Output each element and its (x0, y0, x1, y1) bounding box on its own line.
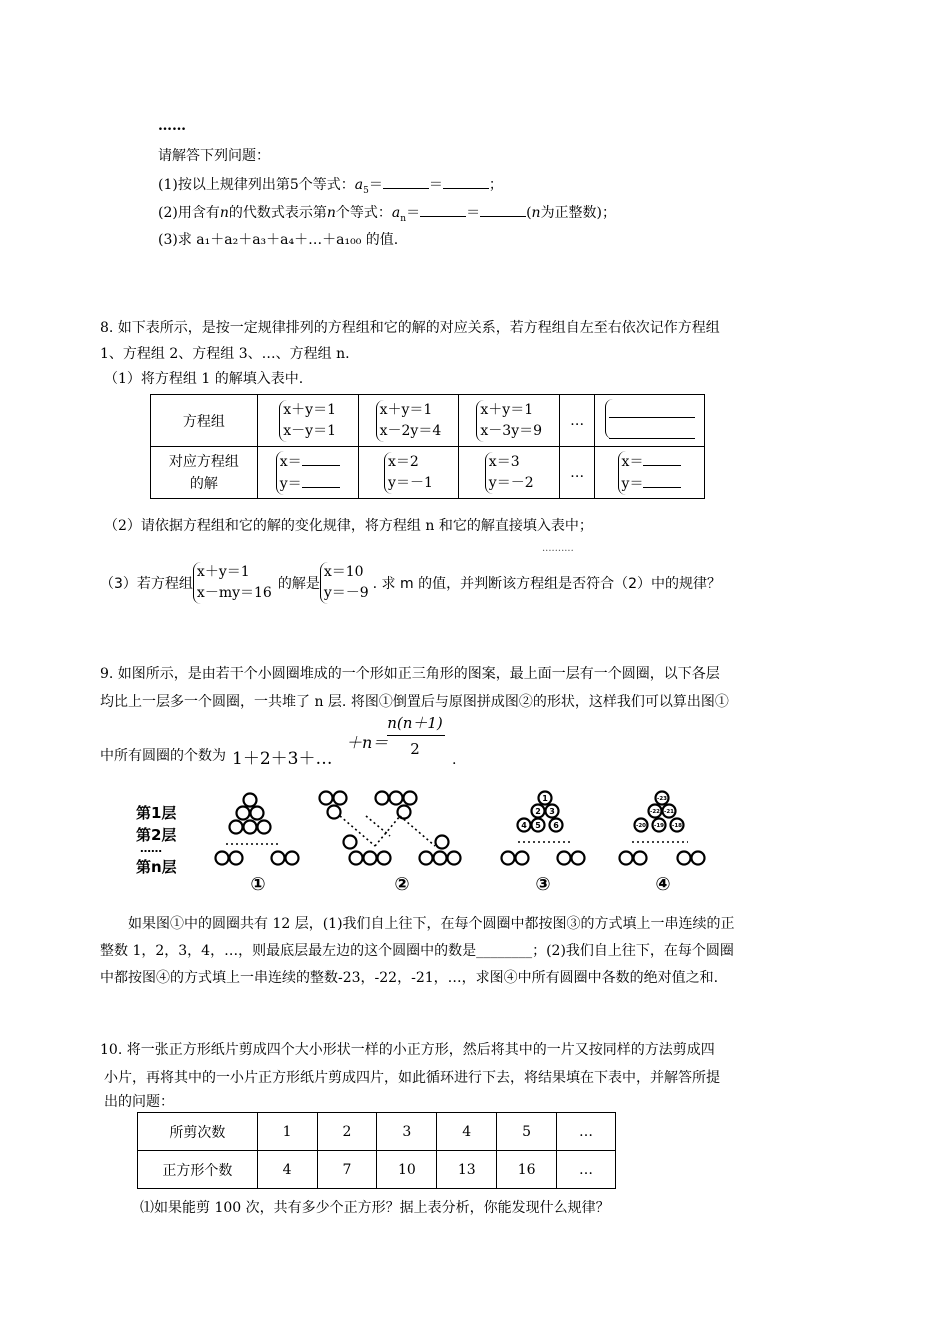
sub3-sys-eq1: x＋y＝1 (196, 564, 250, 580)
squares-cell: 10 (377, 1151, 437, 1189)
p10-line-1: 10. 将一张正方形纸片剪成四个大小形状一样的小正方形，然后将其中的一片又按同样的方法剪成四 (100, 1042, 715, 1058)
sub3-suffix: . 求 m 的值，并判断该方程组是否符合（2）中的规律？ (372, 576, 722, 592)
q2-mid: 的代数式表示第 (228, 205, 327, 221)
question-1 (158, 174, 503, 201)
q2-sub: n (400, 213, 407, 224)
squares-cell: … (557, 1151, 616, 1189)
sub3-sol-x: x＝10 (323, 564, 364, 580)
layer-2-label: 第2层 (136, 826, 177, 844)
cuts-cell: 4 (437, 1113, 497, 1151)
figure-1-triangle (216, 794, 299, 865)
system-1-eq1: x＋y＝1 (283, 401, 336, 418)
row-header-solution (151, 447, 258, 499)
system-2-eq2: x－2y＝4 (379, 422, 442, 439)
intro-text: 请解答下列问题： (158, 148, 270, 164)
fig3-num-1: 1 (542, 794, 548, 803)
q2-blank-1[interactable] (420, 202, 466, 217)
row-header-system: 方程组 (151, 395, 258, 447)
solution-2-x: x＝2 (388, 453, 419, 470)
q2-suffix: 为正整数)； (540, 205, 617, 221)
system-2 (358, 395, 459, 447)
p10-line-3: 出的问题： (104, 1094, 174, 1110)
q2-suffix-n: n (531, 205, 541, 221)
q2-n2: n (326, 205, 336, 221)
solution-2 (358, 447, 459, 499)
sum-expression: 1＋2＋3＋… (232, 749, 333, 769)
ellipsis-top: …… (158, 118, 186, 134)
system-2-eq1: x＋y＝1 (379, 401, 433, 418)
system-3-eq1: x＋y＝1 (480, 401, 534, 418)
figure-label-2: ② (394, 874, 410, 895)
fig4-num-4: -20 (636, 823, 646, 829)
p10-line-2: 小片，再将其中的一小片正方形纸片剪成四片，如此循环进行下去，将结果填在下表中，并解答所提 (104, 1070, 720, 1086)
q2-var: a (391, 205, 401, 221)
squares-cell: 13 (437, 1151, 497, 1189)
system-3-eq2: x－3y＝9 (480, 422, 543, 439)
fig3-num-2: 2 (535, 807, 541, 816)
solution-1-x-blank[interactable] (302, 451, 340, 466)
squares-cell: 7 (317, 1151, 377, 1189)
p9-para-1: 如果图①中的圆圈共有 12 层，(1)我们自上往下，在每个圆圈中都按图③的方式填上一串连续的正 (128, 916, 735, 932)
solution-3 (459, 447, 560, 499)
fig4-num-6: -18 (672, 823, 682, 829)
solution-n-x-blank[interactable] (643, 451, 681, 466)
solution-3-x: x＝3 (488, 453, 520, 470)
cuts-cell: 1 (257, 1113, 317, 1151)
p8-sub-2: （2）请依据方程组和它的解的变化规律，将方程组 n 和它的解直接填入表中； (104, 518, 593, 534)
system-3 (459, 395, 560, 447)
solution-n-x: x＝ (621, 453, 644, 470)
p8-table (150, 394, 705, 499)
fig4-num-2: -22 (650, 809, 660, 815)
cuts-header: 所剪次数 (138, 1113, 258, 1151)
figure-2-combined (320, 792, 461, 865)
p8-sub-1: （1）将方程组 1 的解填入表中. (104, 371, 304, 387)
system-1 (257, 395, 358, 447)
fraction-denominator: 2 (410, 740, 420, 758)
system-dots: … (560, 395, 595, 447)
q1-prefix: (1)按以上规律列出第5个等式： (158, 177, 355, 193)
system-1-eq2: x－y＝1 (283, 422, 336, 439)
plus-n: ＋n＝ (346, 733, 389, 752)
cuts-cell: 5 (497, 1113, 557, 1151)
solution-2-y: y＝－1 (388, 474, 433, 491)
fig3-num-3: 3 (549, 807, 555, 816)
solution-1[interactable] (257, 447, 358, 499)
cuts-cell: 2 (317, 1113, 377, 1151)
solution-1-y-blank[interactable] (302, 473, 340, 488)
figure-label-4: ④ (655, 874, 671, 895)
solution-dots: … (560, 447, 595, 499)
q2-eq1: ＝ (406, 205, 421, 221)
q1-sub: 5 (363, 185, 369, 196)
sub3-sol-y: y＝－9 (323, 585, 369, 601)
cuts-cell: … (557, 1113, 616, 1151)
solution-n-y-blank[interactable] (643, 473, 681, 488)
figure-label-1: ① (250, 874, 266, 895)
q2-blank-2[interactable] (480, 202, 526, 217)
cuts-cell: 3 (377, 1113, 437, 1151)
figure-label-3: ③ (535, 874, 551, 895)
p9-period: . (452, 752, 457, 768)
squares-cell: 4 (257, 1151, 317, 1189)
solution-3-y: y＝－2 (488, 474, 534, 491)
dotted-mark: ·········· (542, 546, 574, 557)
system-n-blank-2[interactable] (609, 420, 695, 439)
fig3-num-5: 5 (535, 821, 541, 830)
p8-line-1: 8. 如下表所示，是按一定规律排列的方程组和它的解的对应关系，若方程组自左至右依次记作方程组 (100, 320, 720, 336)
solution-n[interactable] (595, 447, 705, 499)
q1-var: a (354, 177, 364, 193)
question-3: (3)求 a₁＋a₂＋a₃＋a₄＋…＋a₁₀₀ 的值. (158, 232, 399, 248)
fraction-bar (387, 735, 445, 736)
p10-q1: ⑴如果能剪 100 次，共有多少个正方形？据上表分析，你能发现什么规律？ (140, 1200, 610, 1216)
layer-n-label: 第n层 (136, 858, 177, 876)
squares-cell: 16 (497, 1151, 557, 1189)
q2-open: ( (526, 205, 532, 221)
circle-figures (200, 786, 720, 896)
solution-n-y: y＝ (621, 475, 644, 492)
p8-line-2: 1、方程组 2、方程组 3、…、方程组 n. (100, 346, 350, 362)
squares-header: 正方形个数 (138, 1151, 258, 1189)
q1-eq1: ＝ (368, 177, 383, 193)
sub3-sys-eq2: x－my＝16 (196, 585, 272, 601)
q2-mid2: 个等式： (335, 205, 392, 221)
q2-prefix: (2)用含有 (158, 205, 220, 221)
solution-1-y: y＝ (279, 475, 302, 492)
fraction-numerator: n(n＋1) (387, 714, 443, 732)
fig3-num-6: 6 (553, 821, 559, 830)
q1-blank-1[interactable] (383, 174, 429, 189)
system-n-blank-1[interactable] (609, 399, 695, 418)
sub3-prefix: （3）若方程组 (100, 576, 193, 592)
p8-sub-3 (100, 562, 721, 604)
q1-semi: ； (488, 177, 503, 193)
row-header-solution-b: 的解 (189, 475, 218, 492)
layer-1-label: 第1层 (136, 804, 177, 822)
p9-para-2: 整数 1，2，3，4，…，则最底层最左边的这个圆圈中的数是________；(2)我们自上往下，在每个圆圈 (100, 943, 734, 959)
p9-line-2: 均比上一层多一个圆圈，一共堆了 n 层. 将图①倒置后与原图拼成图②的形状，这样我们可以算出图① (100, 694, 729, 710)
sub3-mid: 的解是 (277, 576, 320, 592)
fig4-num-1: -23 (657, 796, 667, 802)
p9-para-3: 中都按图④的方式填上一串连续的整数-23，-22，-21，…，求图④中所有圆圈中各数的绝对值之和. (100, 970, 719, 986)
question-2 (158, 202, 616, 229)
fig4-num-3: -21 (664, 809, 674, 815)
fig4-num-5: -19 (654, 823, 664, 829)
q2-n: n (219, 205, 229, 221)
p9-line-3: 中所有圆圈的个数为 (100, 748, 226, 764)
p10-table (137, 1112, 616, 1189)
q2-eq2: ＝ (466, 205, 481, 221)
fig3-num-4: 4 (521, 821, 527, 830)
system-n[interactable] (595, 395, 705, 447)
solution-1-x: x＝ (279, 453, 302, 470)
p9-line-1: 9. 如图所示，是由若干个小圆圈堆成的一个形如正三角形的图案，最上面一层有一个圆圈，以下各层 (100, 666, 720, 682)
q1-blank-2[interactable] (443, 174, 489, 189)
q1-eq2: ＝ (428, 177, 443, 193)
layer-dots-label: …… (140, 842, 162, 855)
row-header-solution-a: 对应方程组 (168, 453, 239, 470)
